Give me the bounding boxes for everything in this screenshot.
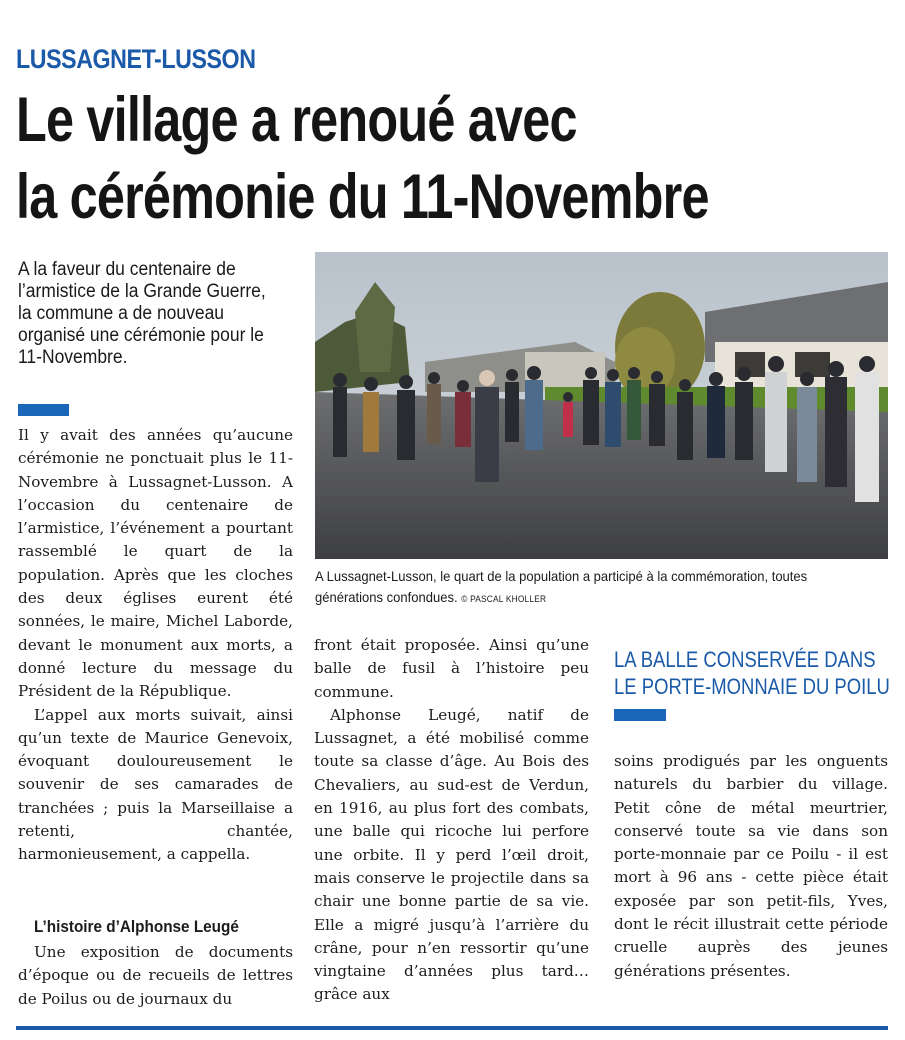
article-column-1-continued: [18, 941, 293, 1011]
article-column-3: [614, 750, 888, 983]
photo-caption: [315, 566, 850, 610]
article-paragraph: front était proposée. Ainsi qu’une balle de fusil à l’histoire peu commune.: [314, 636, 589, 701]
headline-line-1: Le village a renoué avec: [16, 85, 577, 155]
subheading: L’histoire d’Alphonse Leugé: [34, 917, 239, 936]
box-marker: [614, 709, 666, 721]
article-paragraph: Une exposition de documents d’époque ou de recueils de lettres de Poilus ou de journaux du: [18, 943, 293, 1008]
headline: [16, 82, 709, 236]
article-paragraph: L’appel aux morts suivait, ainsi qu’un texte de Maurice Genevoix, évoquant douloureusement le souvenir de ses camarades de tranchées ; puis la Marseillaise a retenti, chantée, harmonieusement, a cappella.: [18, 705, 293, 864]
article-paragraph: Il y avait des années qu’aucune cérémonie ne ponctuait plus le 11-Novembre à Lussagnet-Lusson. A l’occasion du centenaire de l’armistice, l’événement a pourtant rassemblé le quart de la population. Après que les cloches des deux églises eurent été sonnées, le maire, Michel Laborde, devant le monument aux morts, a donné lecture du message du Président de la République.: [18, 426, 293, 701]
article-paragraph: soins prodigués par les onguents naturels du barbier du village. Petit cône de métal meurtrier, conservé toute sa vie dans son porte-monnaie par ce Poilu - il est mort à 96 ans - cette pièce était exposée par son petit-fils, Yves, dont le récit illustrait cette période cruelle auprès des jeunes générations présentes.: [614, 752, 888, 980]
article-paragraph: Alphonse Leugé, natif de Lussagnet, a été mobilisé comme toute sa classe d’âge. Au Bois des Chevaliers, au sud-est de Verdun, en 1916, au plus fort des combats, une balle qui ricoche lui perfore une orbite. Il y perd l’œil droit, mais conserve le projectile dans sa chair une bonne partie de sa vie. Elle a migré jusqu’à l’arrière du crâne, pour n’en ressortir qu’une vingtaine d’années plus tard… grâce aux: [314, 705, 589, 1004]
section-marker: [18, 404, 69, 416]
chapo: A la faveur du centenaire de l’armistice de la Grande Guerre, la commune a de nouveau organisé une cérémonie pour le 11-Novembre.: [18, 259, 266, 368]
article-column-2: [314, 634, 589, 1007]
photo-credit: © PASCAL KHOLLER: [461, 594, 547, 604]
kicker: LUSSAGNET-LUSSON: [16, 44, 256, 74]
box-title: [614, 646, 890, 700]
headline-line-2: la cérémonie du 11-Novembre: [16, 162, 709, 232]
box-title-line-1: LA BALLE CONSERVÉE DANS: [614, 647, 876, 672]
article-column-1: [18, 424, 293, 867]
photo-caption-text: A Lussagnet-Lusson, le quart de la population a participé à la commémoration, toutes générations confondues.: [315, 568, 808, 605]
ceremony-photo: [315, 252, 888, 559]
box-title-line-2: LE PORTE-MONNAIE DU POILU: [614, 674, 890, 699]
footer-rule: [16, 1026, 888, 1030]
ceremony-photo-illustration: [315, 252, 888, 559]
